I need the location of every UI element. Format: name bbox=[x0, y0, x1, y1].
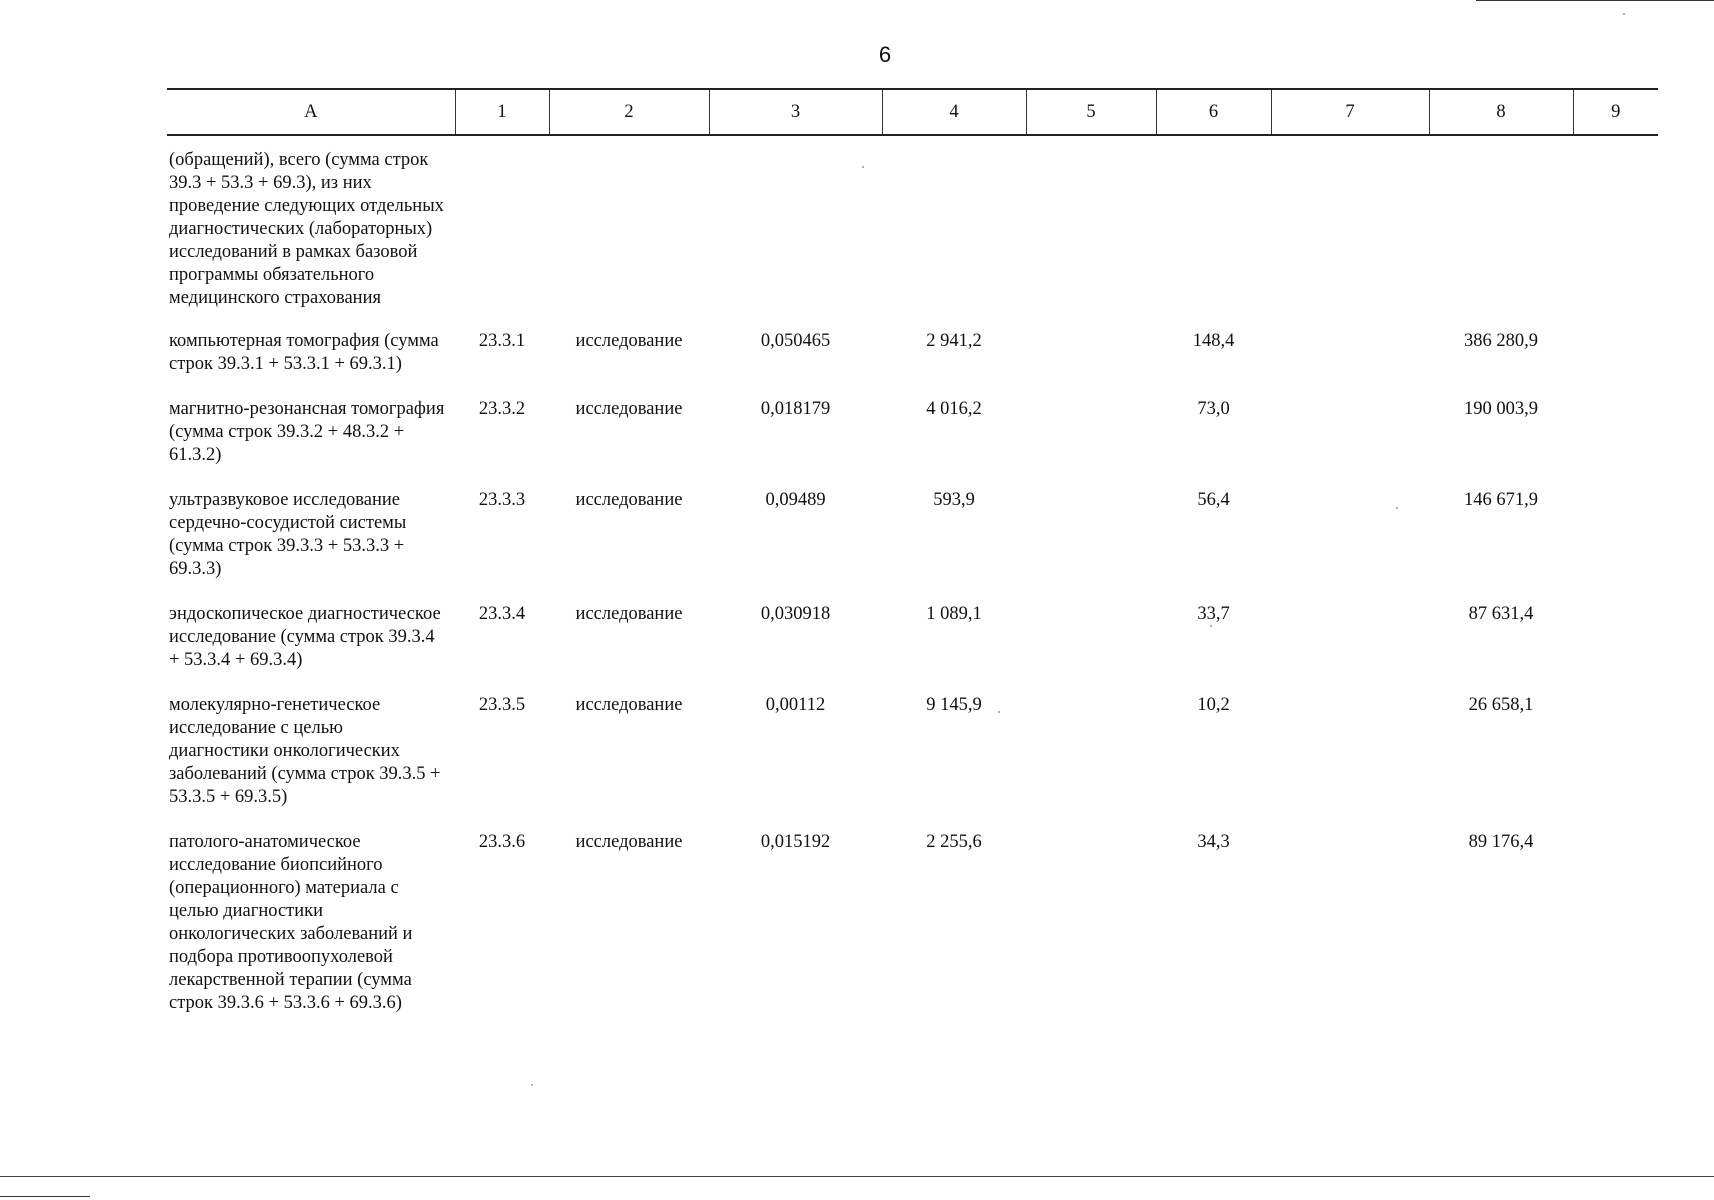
scan-speck bbox=[531, 1084, 533, 1086]
table-header-row bbox=[167, 89, 1658, 135]
column-header: 7 bbox=[1271, 89, 1429, 135]
data-table bbox=[167, 88, 1658, 1037]
table-row bbox=[167, 831, 1658, 1037]
page-number: 6 bbox=[878, 42, 892, 67]
table-cell-col-8: 89 176,4 bbox=[1468, 832, 1534, 852]
table-cell-col-2: исследование bbox=[575, 604, 683, 624]
table-row bbox=[167, 135, 1658, 330]
row-description: патолого-анатомическое исследование биопсийного (операционного) материала с целью диагностики онкологических заболеваний и подбора противоопухолевой лекарственной терапии (сумма строк 39.3.6 + 53.3.6 + 69.3.6) bbox=[169, 832, 413, 1013]
column-header: 5 bbox=[1026, 89, 1156, 135]
table-cell-col-5 bbox=[1026, 398, 1156, 489]
table-cell-col-6: 33,7 bbox=[1197, 604, 1230, 624]
table-cell-col-1: 23.3.3 bbox=[478, 490, 526, 510]
row-description: эндоскопическое диагностическое исследование (сумма строк 39.3.4 + 53.3.4 + 69.3.4) bbox=[169, 604, 441, 670]
table-cell-col-6: 34,3 bbox=[1197, 832, 1230, 852]
scan-speck bbox=[1623, 13, 1625, 15]
column-header: 4 bbox=[882, 89, 1026, 135]
table-cell-col-4: 2 941,2 bbox=[926, 331, 982, 351]
column-header: 9 bbox=[1573, 89, 1658, 135]
table-cell-col-4: 593,9 bbox=[933, 490, 975, 510]
table-cell-col-8 bbox=[1429, 135, 1573, 330]
table-cell-col-9 bbox=[1573, 694, 1658, 831]
table-cell-col-9 bbox=[1573, 330, 1658, 398]
table-cell-col-8: 87 631,4 bbox=[1468, 604, 1534, 624]
table-cell-col-5 bbox=[1026, 694, 1156, 831]
table-cell-col-1: 23.3.1 bbox=[478, 331, 526, 351]
table-cell-col-6: 56,4 bbox=[1197, 490, 1230, 510]
table-cell-col-4 bbox=[882, 135, 1026, 330]
table-cell-col-7 bbox=[1271, 694, 1429, 831]
column-header: А bbox=[167, 89, 455, 135]
table-cell-col-4: 9 145,9 bbox=[926, 695, 982, 715]
table-cell-col-3: 0,015192 bbox=[760, 832, 831, 852]
column-header: 8 bbox=[1429, 89, 1573, 135]
scan-edge-top-right bbox=[1476, 0, 1714, 1]
table-cell-col-9 bbox=[1573, 489, 1658, 603]
table-cell-col-8: 26 658,1 bbox=[1468, 695, 1534, 715]
table-cell-col-7 bbox=[1271, 330, 1429, 398]
table-cell-col-9 bbox=[1573, 135, 1658, 330]
table-row bbox=[167, 489, 1658, 603]
table-cell-col-5 bbox=[1026, 603, 1156, 694]
table-row bbox=[167, 694, 1658, 831]
table-cell-col-1: 23.3.2 bbox=[478, 399, 526, 419]
table-row bbox=[167, 398, 1658, 489]
table-cell-col-1 bbox=[455, 135, 549, 330]
table-cell-col-3: 0,018179 bbox=[760, 399, 831, 419]
row-description: магнитно-резонансная томография (сумма строк 39.3.2 + 48.3.2 + 61.3.2) bbox=[169, 399, 445, 465]
row-description: ультразвуковое исследование сердечно-сосудистой системы (сумма строк 39.3.3 + 53.3.3 + 69.3.3) bbox=[169, 490, 407, 579]
scan-edge-bottom-left bbox=[0, 1196, 90, 1197]
column-header: 6 bbox=[1156, 89, 1271, 135]
table-cell-col-7 bbox=[1271, 135, 1429, 330]
scan-edge-bottom bbox=[0, 1176, 1714, 1177]
row-description: (обращений), всего (сумма строк 39.3 + 53.3 + 69.3), из них проведение следующих отдельных диагностических (лабораторных) исследований в рамках базовой программы обязательного медицинского страхования bbox=[169, 150, 444, 308]
table-cell-col-2: исследование bbox=[575, 695, 683, 715]
table-cell-col-4: 1 089,1 bbox=[926, 604, 982, 624]
table-cell-col-7 bbox=[1271, 398, 1429, 489]
table-cell-col-1: 23.3.6 bbox=[478, 832, 526, 852]
table-cell-col-3 bbox=[709, 135, 882, 330]
table-cell-col-6: 148,4 bbox=[1192, 331, 1235, 351]
table-cell-col-6 bbox=[1156, 135, 1271, 330]
table-cell-col-6: 10,2 bbox=[1197, 695, 1230, 715]
table-cell-col-2 bbox=[549, 135, 709, 330]
table-cell-col-8: 146 671,9 bbox=[1464, 490, 1538, 510]
column-header: 2 bbox=[549, 89, 709, 135]
table-row bbox=[167, 603, 1658, 694]
table-cell-col-3: 0,09489 bbox=[765, 490, 826, 510]
table-cell-col-5 bbox=[1026, 135, 1156, 330]
table-cell-col-9 bbox=[1573, 603, 1658, 694]
table-cell-col-6: 73,0 bbox=[1197, 399, 1230, 419]
table-cell-col-9 bbox=[1573, 831, 1658, 1037]
table-cell-col-1: 23.3.5 bbox=[478, 695, 526, 715]
table-cell-col-7 bbox=[1271, 489, 1429, 603]
table-cell-col-2: исследование bbox=[575, 399, 683, 419]
table-cell-col-8: 190 003,9 bbox=[1464, 399, 1538, 419]
table-cell-col-3: 0,050465 bbox=[760, 331, 831, 351]
table-cell-col-2: исследование bbox=[575, 832, 683, 852]
table-cell-col-9 bbox=[1573, 398, 1658, 489]
table-cell-col-5 bbox=[1026, 330, 1156, 398]
column-header: 1 bbox=[455, 89, 549, 135]
table-cell-col-2: исследование bbox=[575, 331, 683, 351]
table-cell-col-2: исследование bbox=[575, 490, 683, 510]
table-cell-col-5 bbox=[1026, 489, 1156, 603]
table-cell-col-1: 23.3.4 bbox=[478, 604, 526, 624]
table-cell-col-4: 2 255,6 bbox=[926, 832, 982, 852]
row-description: молекулярно-генетическое исследование с целью диагностики онкологических заболеваний (сумма строк 39.3.5 + 53.3.5 + 69.3.5) bbox=[169, 695, 441, 807]
table-cell-col-7 bbox=[1271, 831, 1429, 1037]
table-cell-col-5 bbox=[1026, 831, 1156, 1037]
table-cell-col-3: 0,030918 bbox=[760, 604, 831, 624]
table-cell-col-4: 4 016,2 bbox=[926, 399, 982, 419]
column-header: 3 bbox=[709, 89, 882, 135]
table-row bbox=[167, 330, 1658, 398]
table-cell-col-3: 0,00112 bbox=[765, 695, 826, 715]
row-description: компьютерная томография (сумма строк 39.3.1 + 53.3.1 + 69.3.1) bbox=[169, 331, 439, 374]
table-cell-col-7 bbox=[1271, 603, 1429, 694]
table-cell-col-8: 386 280,9 bbox=[1464, 331, 1538, 351]
